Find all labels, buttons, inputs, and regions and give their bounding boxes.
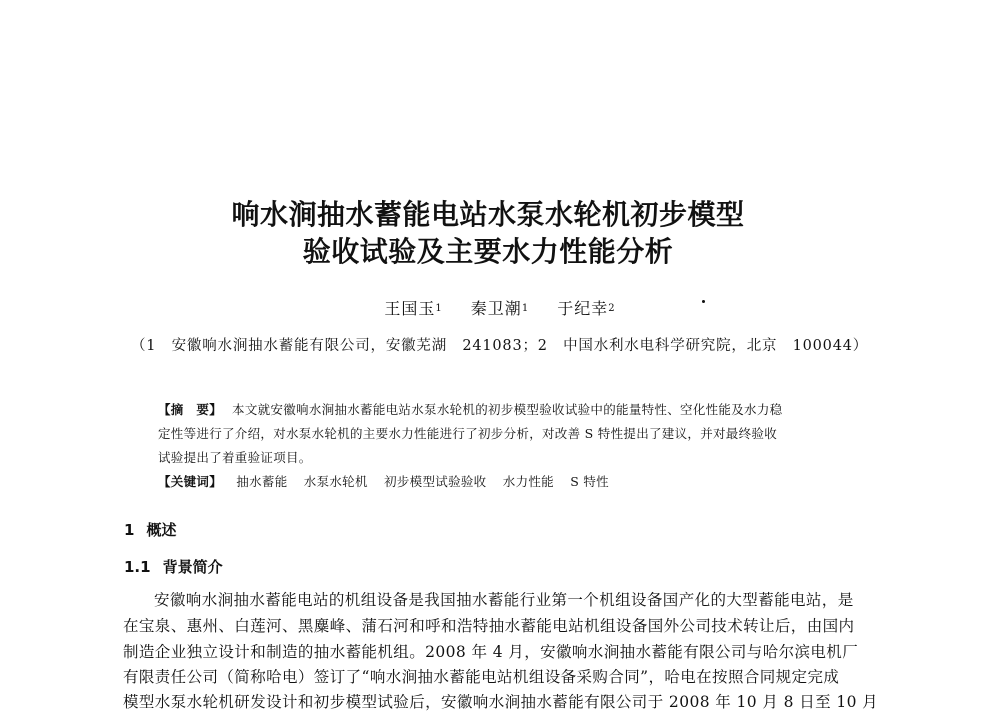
author-3-name: 于纪幸 (557, 299, 609, 318)
author-2-name: 秦卫潮 (470, 299, 522, 318)
body-text-line: 安徽响水涧抽水蓄能电站的机组设备是我国抽水蓄能行业第一个机组设备国产化的大型蓄能电站，是 (154, 591, 854, 609)
author-list (0, 296, 1000, 319)
author-2 (471, 299, 529, 318)
affiliations: （1 安徽响水涧抽水蓄能有限公司，安徽芜湖 241083；2 中国水利水电科学研究院，北京 100044） (131, 338, 869, 354)
abstract-line-1 (158, 404, 782, 417)
paper-title-line-2: 验收试验及主要水力性能分析 (302, 235, 674, 268)
keywords-label: 【关键词】 (158, 474, 223, 489)
keyword-item: S 特性 (570, 474, 609, 489)
keyword-item: 水泵水轮机 (303, 474, 368, 489)
section-heading-1 (124, 519, 176, 540)
body-text-line: 制造企业独立设计和制造的抽水蓄能机组。2008 年 4 月，安徽响水涧抽水蓄能有限公司与哈尔滨电机厂 (123, 643, 859, 661)
section-title: 概述 (146, 521, 177, 539)
stray-dot-mark (702, 300, 705, 303)
author-2-affiliation-mark: 1 (521, 303, 530, 314)
abstract-line-2: 定性等进行了介绍，对水泵水轮机的主要水力性能进行了初步分析，对改善 S 特性提出了建议，并对最终验收 (158, 426, 778, 441)
author-3-affiliation-mark: 2 (608, 303, 616, 314)
section-title: 背景简介 (162, 558, 223, 576)
keyword-item: 初步模型试验验收 (384, 474, 487, 489)
section-number: 1.1 (124, 558, 151, 576)
abstract-text-1: 本文就安徽响水涧抽水蓄能电站水泵水轮机的初步模型验收试验中的能量特性、空化性能及水力稳 (232, 402, 783, 417)
author-3 (557, 299, 615, 318)
author-1 (384, 299, 442, 318)
body-text-line: 有限责任公司（简称哈电）签订了“响水涧抽水蓄能电站机组设备采购合同”，哈电在按照合同规定完成 (123, 668, 840, 686)
keyword-item: 水力性能 (502, 474, 554, 489)
body-text-line: 在宝泉、惠州、白莲河、黑麋峰、蒲石河和呼和浩特抽水蓄能电站机组设备国外公司技术转让后，由国内 (123, 617, 855, 635)
author-1-name: 王国玉 (384, 299, 436, 318)
abstract-line-3: 试验提出了着重验证项目。 (158, 450, 312, 465)
paper-title-line-1: 响水涧抽水蓄能电站水泵水轮机初步模型 (231, 198, 745, 231)
abstract-label: 【摘 要】 (158, 402, 223, 417)
keywords (158, 476, 621, 489)
section-number: 1 (124, 521, 135, 539)
section-heading-1-1 (124, 556, 223, 577)
body-text-line: 模型水泵水轮机研发设计和初步模型试验后，安徽响水涧抽水蓄能有限公司于 2008 年 10 月 8 日至 10 月 (123, 693, 879, 711)
author-1-affiliation-mark: 1 (435, 303, 443, 314)
keyword-item: 抽水蓄能 (236, 474, 288, 489)
